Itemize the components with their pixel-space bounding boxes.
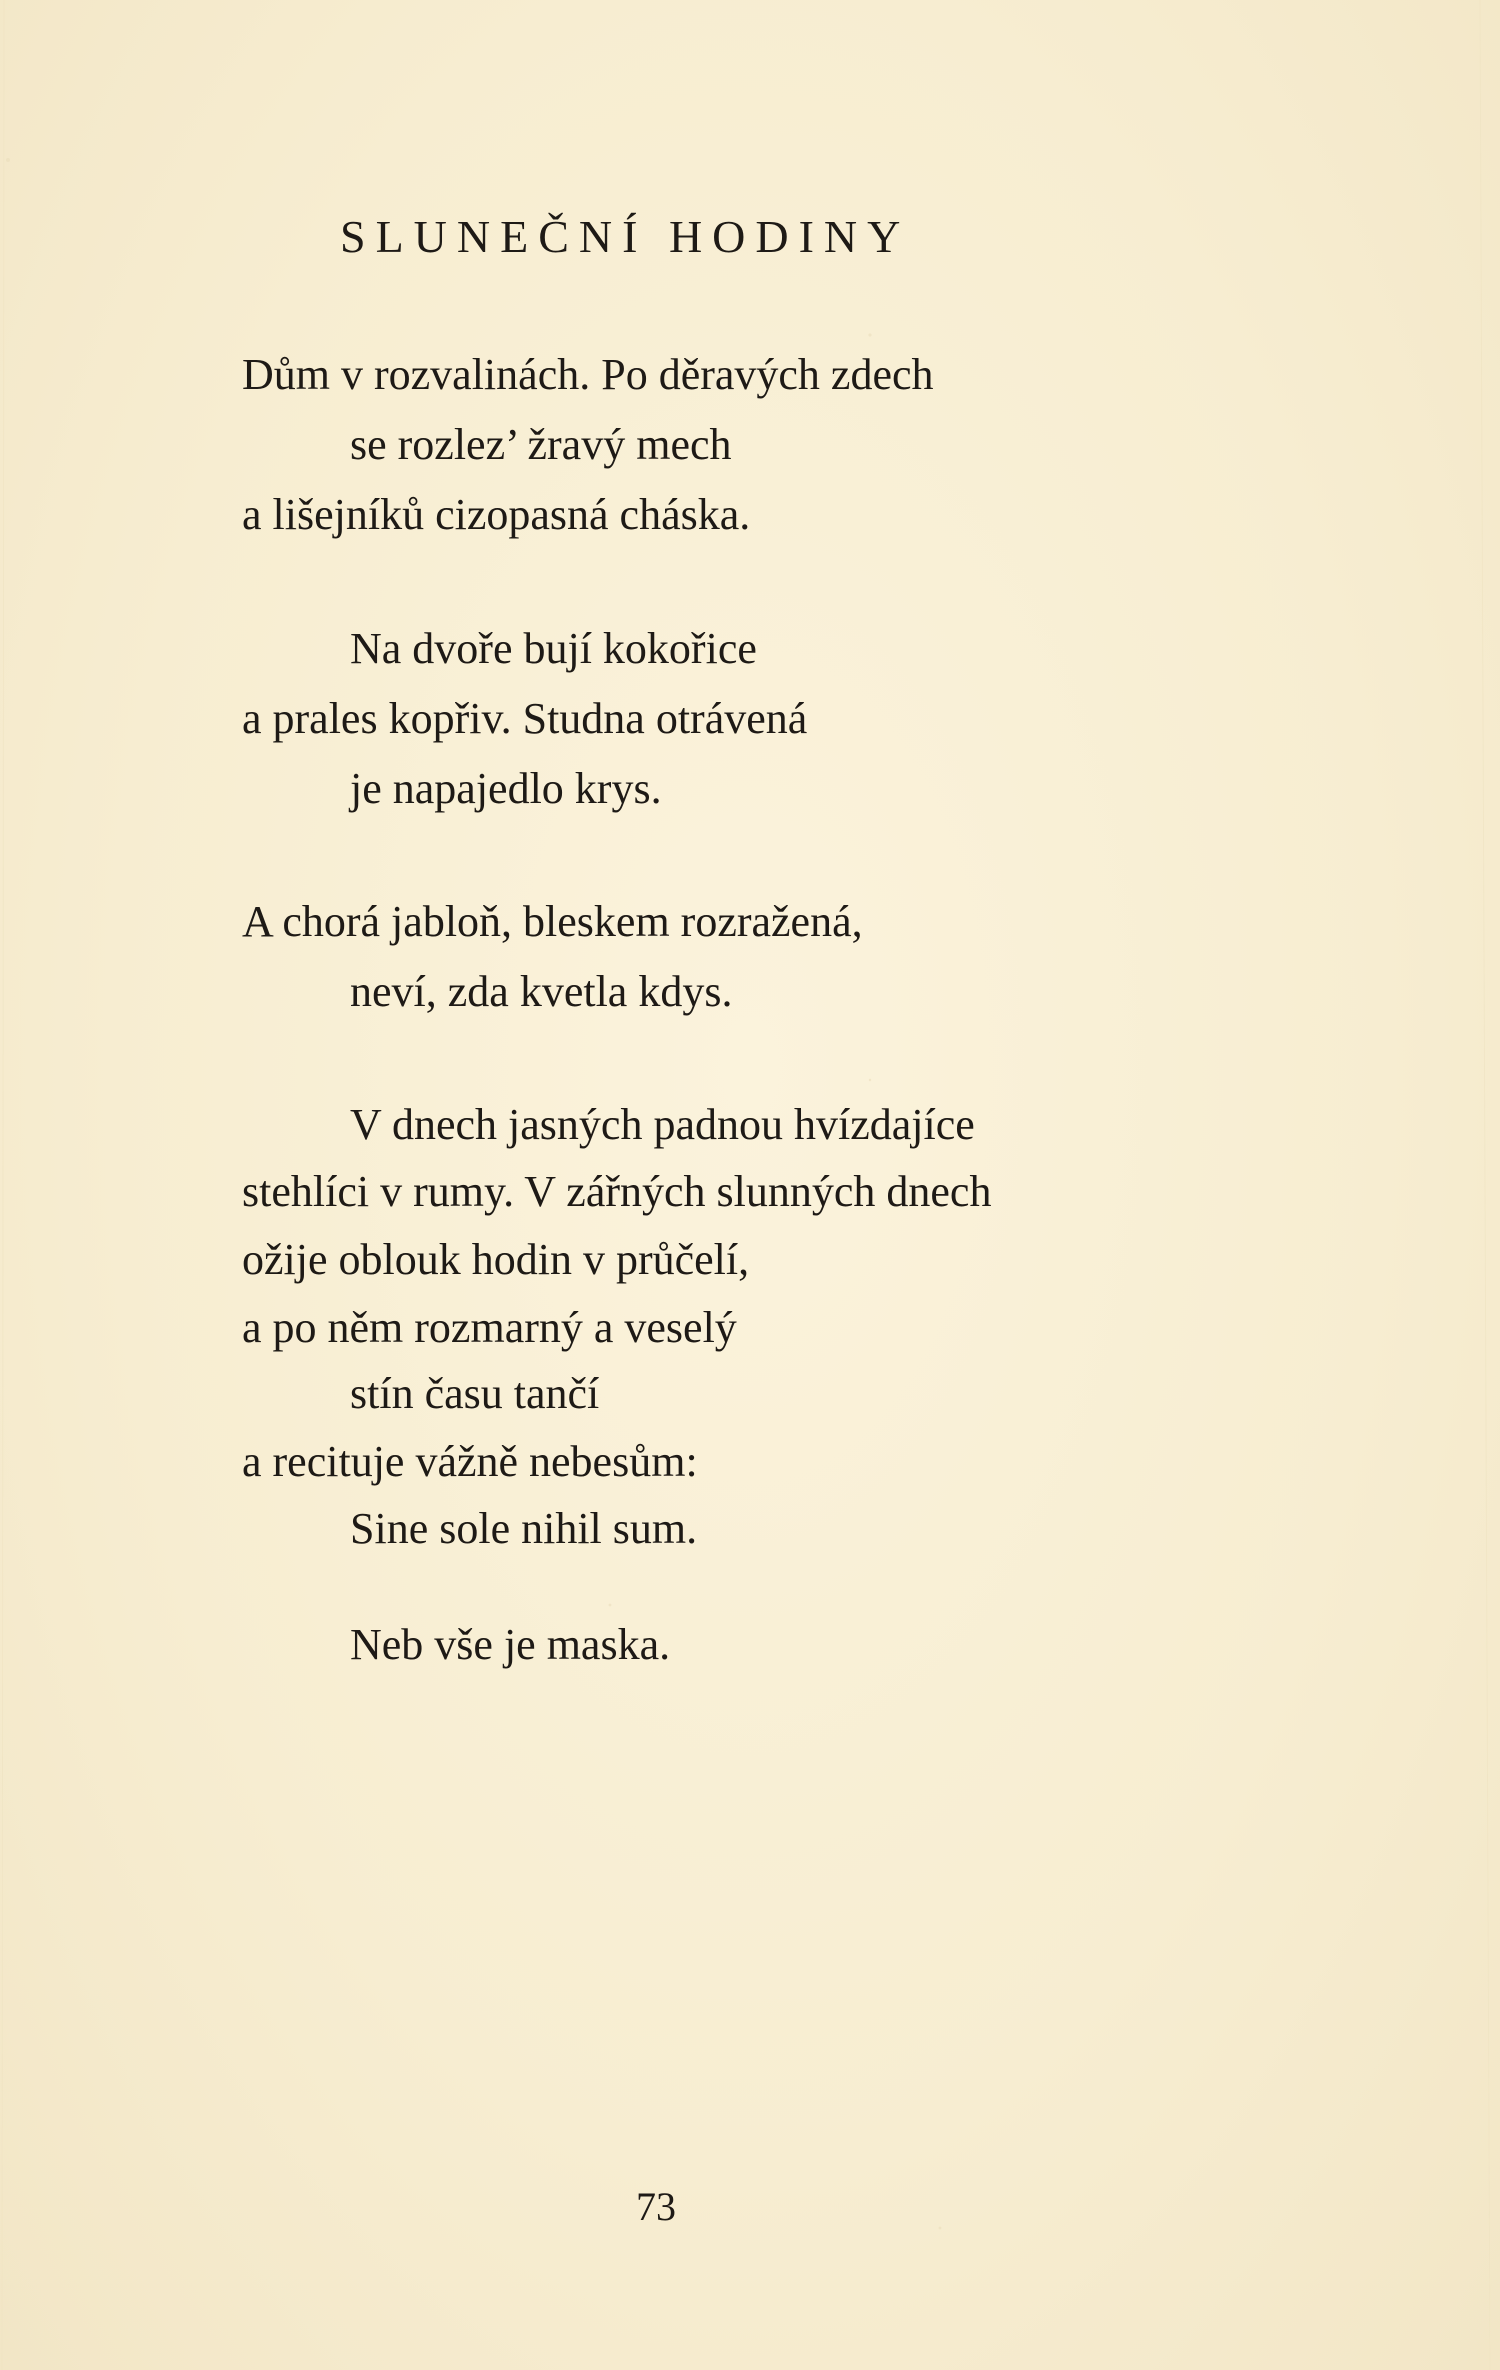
poem-title: SLUNEČNÍ HODINY — [340, 211, 911, 262]
poem-line: Dům v rozvalinách. Po děravých zdech — [242, 350, 934, 399]
poem-line: a prales kopřiv. Studna otrávená — [242, 694, 808, 743]
poem-line: je napajedlo krys. — [350, 764, 662, 813]
poem-line: Neb vše je maska. — [350, 1620, 671, 1669]
poem-line: A chorá jabloň, bleskem rozražená, — [242, 897, 863, 946]
poem-line: stín času tančí — [350, 1369, 600, 1418]
poem-line: stehlíci v rumy. V zářných slunných dnech — [242, 1167, 992, 1216]
poem-line: Na dvoře bují kokořice — [350, 624, 757, 673]
poem-line: a lišejníků cizopasná cháska. — [242, 490, 751, 539]
page-number: 73 — [636, 2184, 676, 2229]
poem-line: V dnech jasných padnou hvízdajíce — [350, 1100, 975, 1149]
poem-line: Sine sole nihil sum. — [350, 1504, 698, 1553]
poem-line: a recituje vážně nebesům: — [242, 1437, 698, 1486]
poem-line: neví, zda kvetla kdys. — [350, 967, 733, 1016]
poem-line: ožije oblouk hodin v průčelí, — [242, 1235, 750, 1284]
poem-line: a po něm rozmarný a veselý — [242, 1303, 737, 1352]
poem-line: se rozlez’ žravý mech — [350, 420, 732, 469]
